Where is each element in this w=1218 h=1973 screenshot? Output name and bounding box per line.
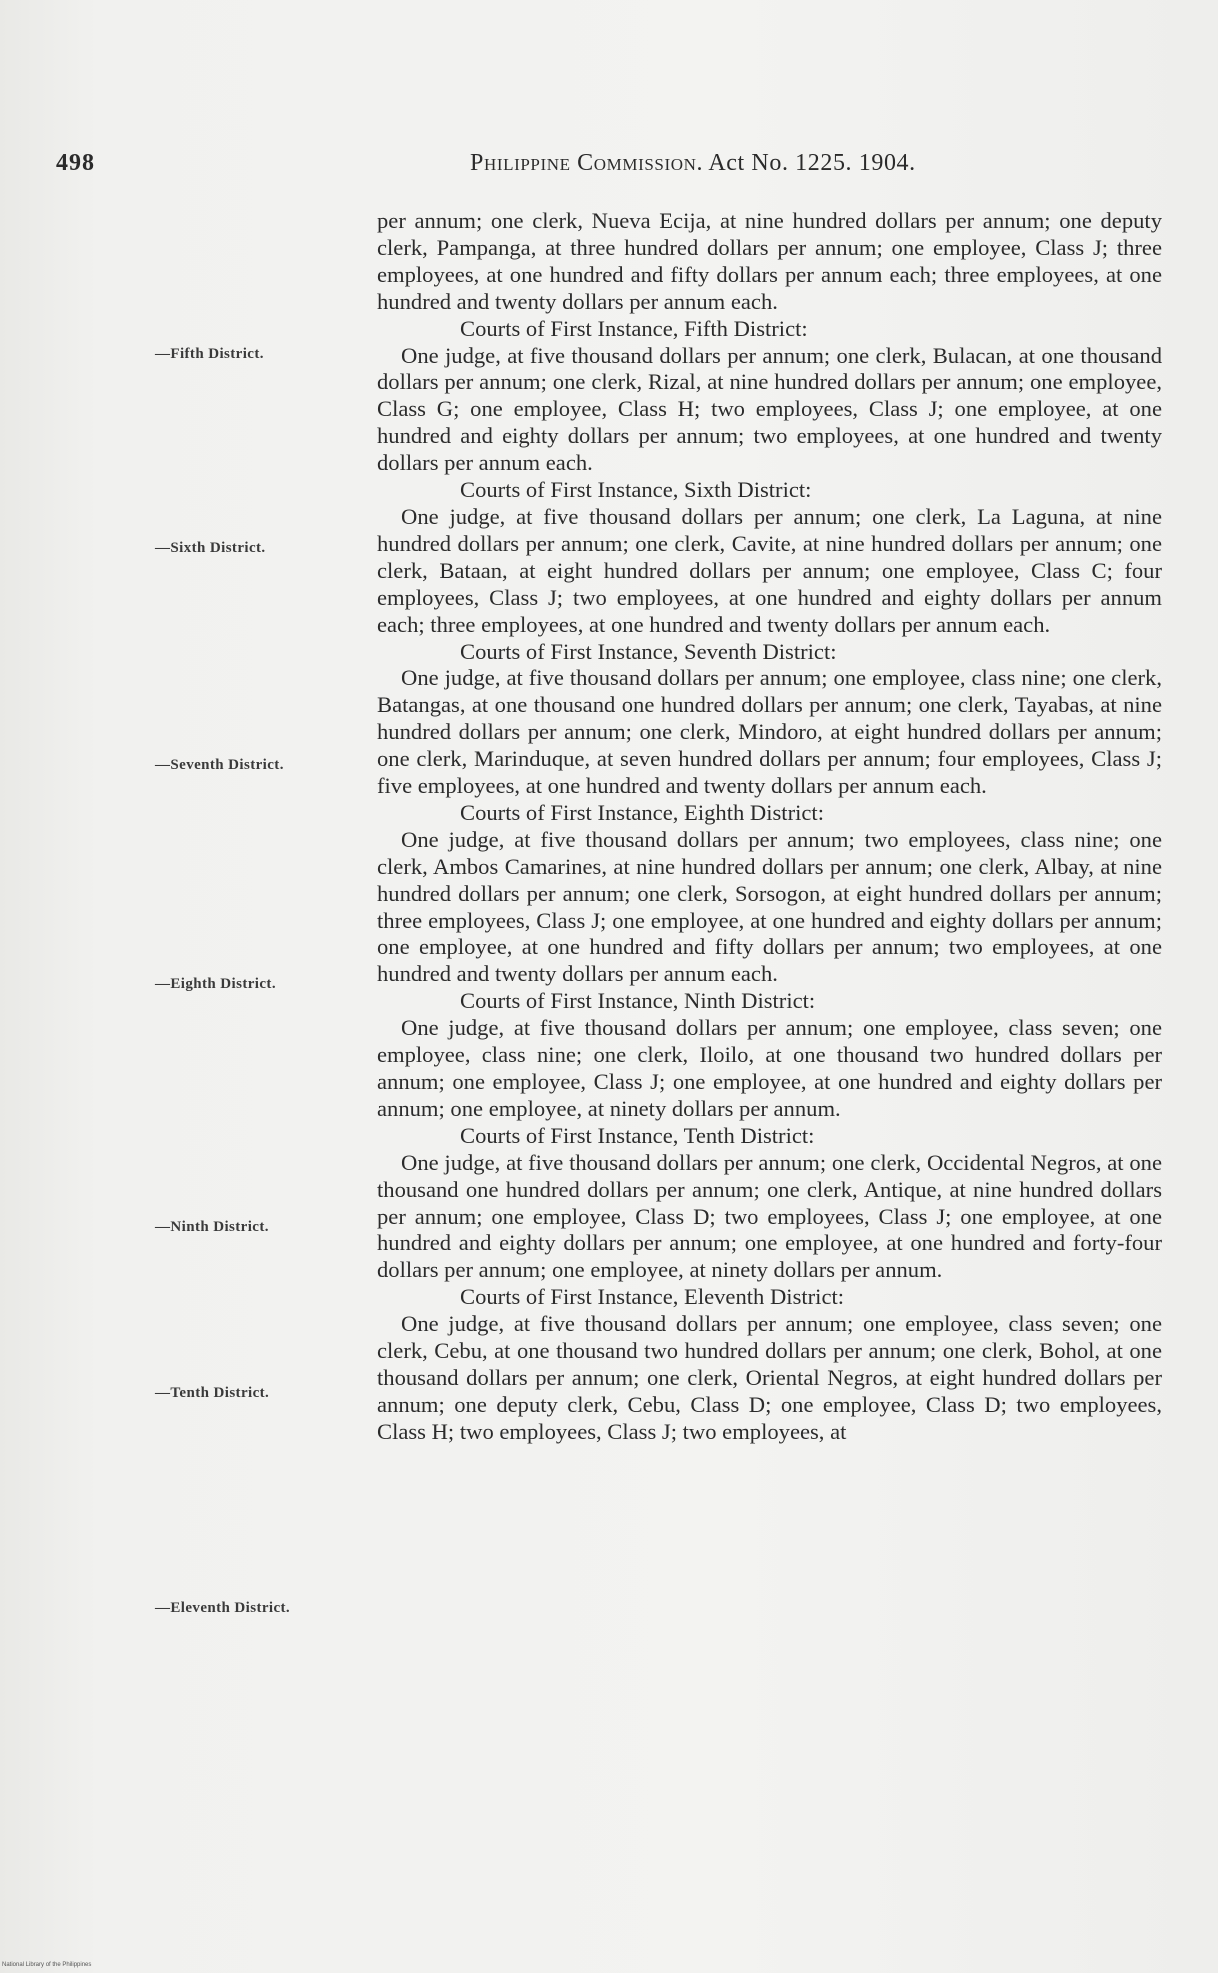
- eighth-district-paragraph: One judge, at five thousand dollars per annum; two employees, class nine; one clerk, Ambos Camarines, at nine hundred dollars per annum; one clerk, Albay, at nine hundred dollars per annum; one clerk, Sorsogon, at eight hundred dollars per annum; three employees, Class J; one employee, at one hundred and eighty dollars per annum; one employee, at one hundred and fifty dollars per annum; two employees, at one hundred and twenty dollars per annum each.: [377, 826, 1162, 987]
- seventh-district-paragraph: One judge, at five thousand dollars per annum; one employee, class nine; one clerk, Batangas, at one thousand one hundred dollars per annum; one clerk, Tayabas, at nine hundred dollars per annum; one clerk, Mindoro, at eight hundred dollars per annum; one clerk, Marinduque, at seven hundred dollars per annum; four employees, Class J; five employees, at one hundred and twenty dollars per annum each.: [377, 665, 1162, 799]
- eleventh-district-heading: Courts of First Instance, Eleventh District:: [460, 1284, 845, 1310]
- ninth-district-paragraph: One judge, at five thousand dollars per annum; one employee, class seven; one employee, class nine; one clerk, Iloilo, at one thousand two hundred dollars per annum; one employee, Class J; one employee, at one hundred and eighty dollars per annum; one employee, at ninety dollars per annum.: [377, 1015, 1162, 1121]
- fifth-district-paragraph: One judge, at five thousand dollars per annum; one clerk, Bulacan, at one thousand dollars per annum; one clerk, Rizal, at nine hundred dollars per annum; one employee, Class G; one employee, Class H; two employees, Class J; one employee, at one hundred and eighty dollars per annum; two employees, at one hundred and twenty dollars per annum each.: [377, 342, 1162, 476]
- page-number: 498: [56, 150, 95, 176]
- ninth-district-heading: Courts of First Instance, Ninth District:: [460, 988, 816, 1014]
- continuation-paragraph: per annum; one clerk, Nueva Ecija, at nine hundred dollars per annum; one deputy clerk, Pampanga, at three hundred dollars per annum; one employee, Class J; three employees, at one hundred and fifty dollars per annum each; three employees, at one hundred and twenty dollars per annum each.: [377, 208, 1162, 314]
- side-note-sixth-district: —Sixth District.: [155, 540, 266, 556]
- side-note-ninth-district: —Ninth District.: [155, 1219, 269, 1235]
- main-text-column: [377, 208, 1162, 1446]
- fifth-district-heading: Courts of First Instance, Fifth District:: [460, 315, 808, 341]
- sixth-district-heading: Courts of First Instance, Sixth District:: [460, 477, 812, 503]
- library-stamp: National Library of the Philippines: [2, 1962, 92, 1968]
- seventh-district-heading: Courts of First Instance, Seventh District:: [460, 638, 837, 664]
- running-head: [470, 150, 1070, 177]
- tenth-district-paragraph: One judge, at five thousand dollars per annum; one clerk, Occidental Negros, at one thousand one hundred dollars per annum; one clerk, Antique, at nine hundred dollars per annum; one employee, Class D; two employees, Class J; one employee, at one hundred and eighty dollars per annum; one employee, at one hundred and forty-four dollars per annum; one employee, at ninety dollars per annum.: [377, 1149, 1162, 1283]
- side-note-seventh-district: —Seventh District.: [155, 757, 284, 773]
- eleventh-district-paragraph: One judge, at five thousand dollars per annum; one employee, class seven; one clerk, Cebu, at one thousand two hundred dollars per annum; one clerk, Bohol, at one thousand dollars per annum; one clerk, Oriental Negros, at eight hundred dollars per annum; one deputy clerk, Cebu, Class D; one employee, Class D; two employees, Class H; two employees, Class J; two employees, at: [377, 1311, 1162, 1444]
- side-note-eleventh-district: —Eleventh District.: [155, 1600, 291, 1616]
- eighth-district-heading: Courts of First Instance, Eighth District:: [460, 799, 824, 825]
- side-note-tenth-district: —Tenth District.: [155, 1385, 270, 1401]
- running-head-act: Act No. 1225. 1904.: [708, 150, 916, 176]
- running-head-publication: Philippine Commission.: [470, 150, 704, 176]
- tenth-district-heading: Courts of First Instance, Tenth District:: [460, 1122, 815, 1148]
- side-note-fifth-district: —Fifth District.: [155, 346, 264, 362]
- sixth-district-paragraph: One judge, at five thousand dollars per annum; one clerk, La Laguna, at nine hundred dollars per annum; one clerk, Cavite, at nine hundred dollars per annum; one clerk, Bataan, at eight hundred dollars per annum; one employee, Class C; four employees, Class J; two employees, at one hundred and eighty dollars per annum each; three employees, at one hundred and twenty dollars per annum each.: [377, 503, 1162, 637]
- side-note-eighth-district: —Eighth District.: [155, 976, 276, 992]
